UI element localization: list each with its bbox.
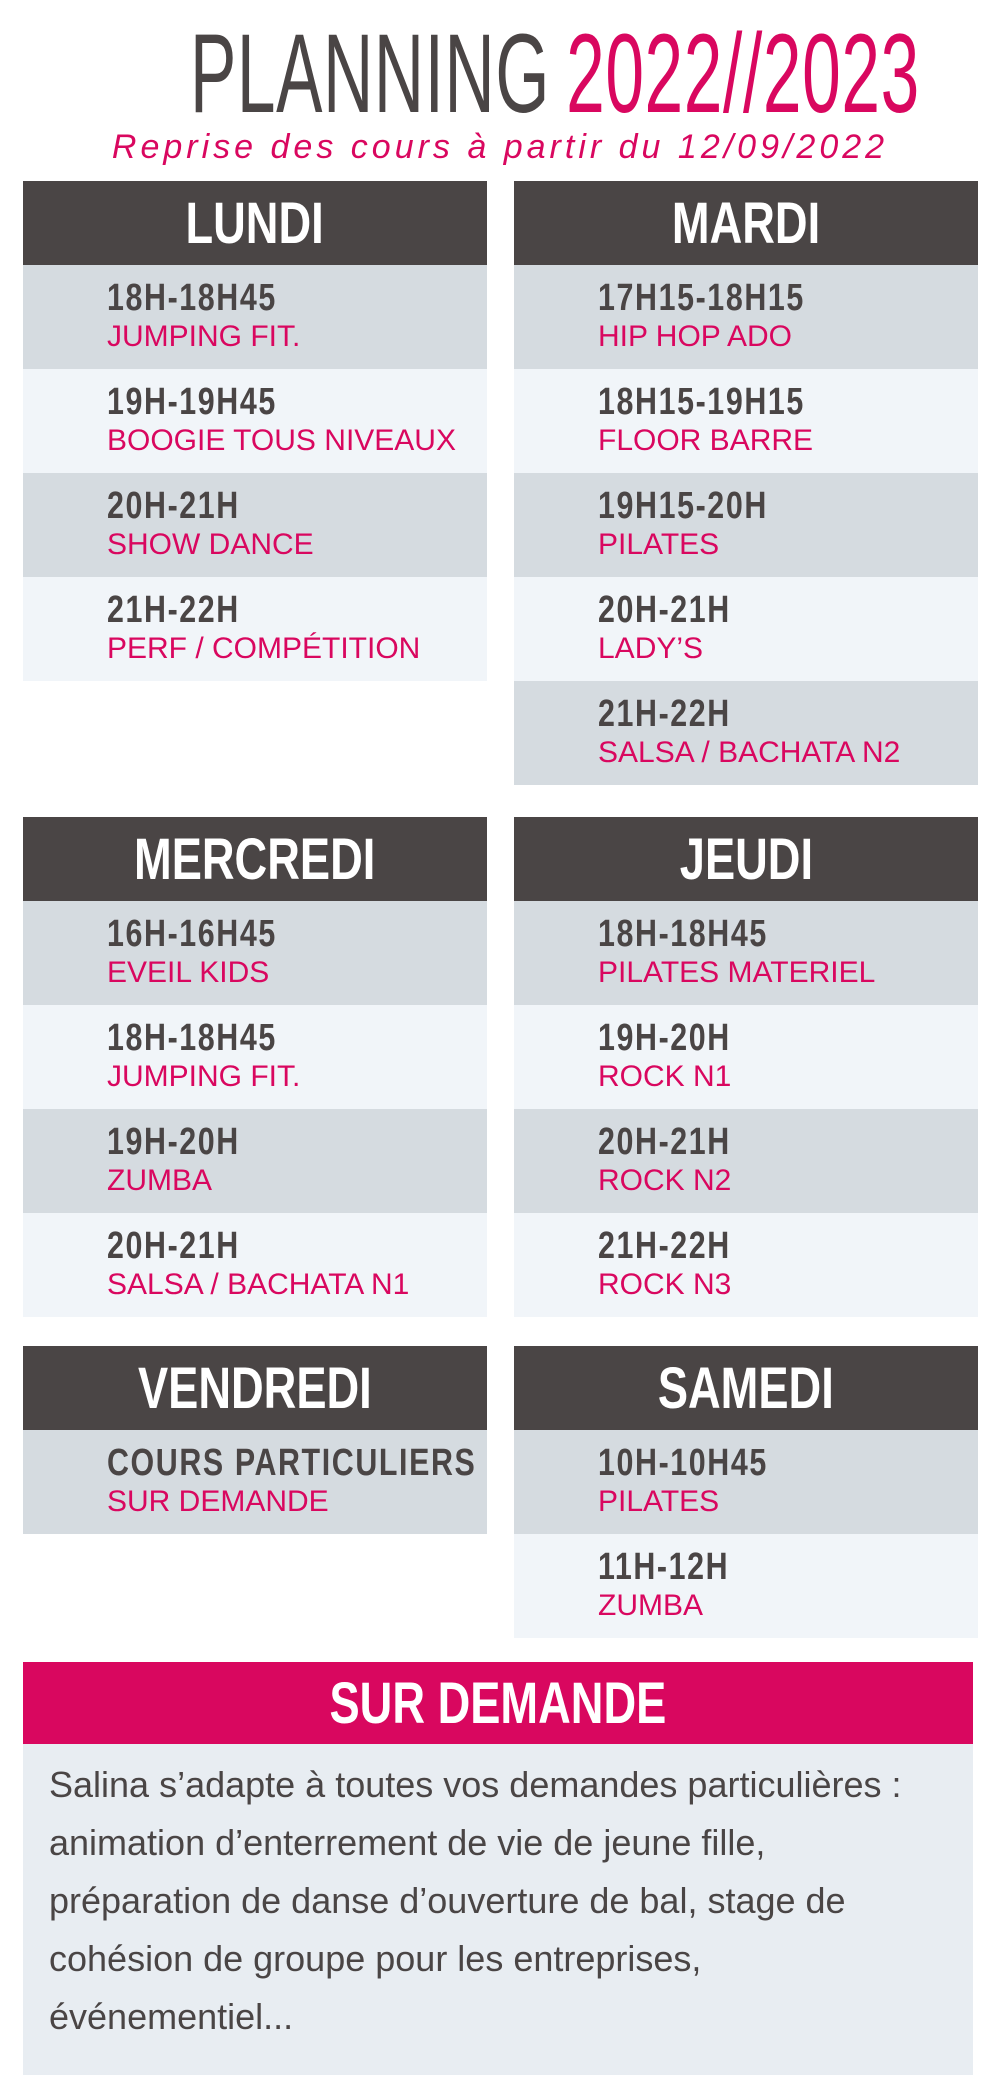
day-block-lundi [23, 181, 487, 681]
day-header [23, 181, 487, 265]
schedule-slot [514, 577, 978, 681]
slot-course: HIP HOP ADO [598, 320, 792, 353]
slot-course: ZUMBA [598, 1589, 703, 1622]
schedule-slot [23, 265, 487, 369]
day-name: MARDI [671, 190, 821, 256]
slot-course: ROCK N3 [598, 1268, 732, 1301]
slot-course: SALSA / BACHATA N1 [107, 1268, 410, 1301]
schedule-slot [23, 1430, 487, 1534]
slot-course: ROCK N2 [598, 1164, 732, 1197]
day-name: SAMEDI [658, 1355, 834, 1421]
schedule-slot [514, 901, 978, 1005]
slot-course: LADY’S [598, 632, 704, 665]
day-name: VENDREDI [138, 1355, 372, 1421]
slot-time: 18H-18H45 [107, 277, 277, 319]
slot-time: 18H15-19H15 [598, 381, 805, 423]
slot-course: PERF / COMPÉTITION [107, 632, 421, 665]
day-name: LUNDI [185, 190, 325, 256]
slot-time: 19H-19H45 [107, 381, 277, 423]
slot-time: 17H15-18H15 [598, 277, 805, 319]
slot-time: 21H-22H [107, 589, 240, 631]
slot-time: 21H-22H [598, 693, 731, 735]
on-demand-section [23, 1662, 973, 2075]
slot-course: EVEIL KIDS [107, 956, 270, 989]
schedule-slot [23, 1213, 487, 1317]
slot-time: 20H-21H [598, 589, 731, 631]
slot-course: PILATES MATERIEL [598, 956, 876, 989]
day-header [23, 1346, 487, 1430]
slot-course: BOOGIE TOUS NIVEAUX [107, 424, 456, 457]
title-planning: PLANNING [190, 11, 550, 136]
schedule-slot [514, 681, 978, 785]
schedule-slot [23, 901, 487, 1005]
on-demand-header [23, 1662, 973, 1744]
schedule-slot [23, 577, 487, 681]
day-block-samedi [514, 1346, 978, 1638]
schedule-slot [23, 1109, 487, 1213]
day-name: JEUDI [679, 826, 813, 892]
day-header [514, 1346, 978, 1430]
slot-course: FLOOR BARRE [598, 424, 814, 457]
slot-time: 19H15-20H [598, 485, 768, 527]
slot-time: 21H-22H [598, 1225, 731, 1267]
slot-time: 20H-21H [107, 1225, 240, 1267]
slot-time: 11H-12H [598, 1546, 730, 1588]
slot-course: JUMPING FIT. [107, 320, 301, 353]
title-season: 2022//2023 [566, 11, 920, 136]
slot-course: SUR DEMANDE [107, 1485, 329, 1518]
page-header [0, 11, 1000, 167]
slot-time: COURS PARTICULIERS [107, 1442, 477, 1484]
schedule-slot [514, 369, 978, 473]
day-block-vendredi [23, 1346, 487, 1534]
slot-time: 20H-21H [107, 485, 240, 527]
slot-course: SHOW DANCE [107, 528, 314, 561]
day-header [514, 817, 978, 901]
on-demand-text: Salina s’adapte à toutes vos demandes particulières : animation d’enterrement de vie de jeune fille, préparation de danse d’ouverture de bal, stage de cohésion de groupe pour les entreprises, événementiel... [23, 1744, 973, 2075]
schedule-slot [514, 1534, 978, 1638]
schedule-slot [514, 1430, 978, 1534]
slot-time: 18H-18H45 [107, 1017, 277, 1059]
slot-course: ZUMBA [107, 1164, 212, 1197]
schedule-slot [514, 265, 978, 369]
schedule-slot [23, 1005, 487, 1109]
slot-course: PILATES [598, 528, 720, 561]
page-subtitle: Reprise des cours à partir du 12/09/2022 [111, 128, 889, 166]
day-block-jeudi [514, 817, 978, 1317]
day-header [514, 181, 978, 265]
day-block-mardi [514, 181, 978, 785]
slot-time: 18H-18H45 [598, 913, 768, 955]
slot-course: SALSA / BACHATA N2 [598, 736, 901, 769]
schedule-slot [23, 369, 487, 473]
slot-time: 19H-20H [598, 1017, 731, 1059]
slot-time: 20H-21H [598, 1121, 731, 1163]
slot-time: 10H-10H45 [598, 1442, 768, 1484]
slot-course: JUMPING FIT. [107, 1060, 301, 1093]
slot-course: ROCK N1 [598, 1060, 732, 1093]
schedule-slot [514, 1109, 978, 1213]
page-title [190, 11, 920, 136]
slot-time: 19H-20H [107, 1121, 240, 1163]
schedule-slot [514, 473, 978, 577]
day-header [23, 817, 487, 901]
slot-time: 16H-16H45 [107, 913, 277, 955]
day-block-mercredi [23, 817, 487, 1317]
schedule-slot [514, 1005, 978, 1109]
schedule-slot [23, 473, 487, 577]
on-demand-title: SUR DEMANDE [329, 1670, 667, 1736]
slot-course: PILATES [598, 1485, 720, 1518]
schedule-slot [514, 1213, 978, 1317]
day-name: MERCREDI [134, 826, 376, 892]
